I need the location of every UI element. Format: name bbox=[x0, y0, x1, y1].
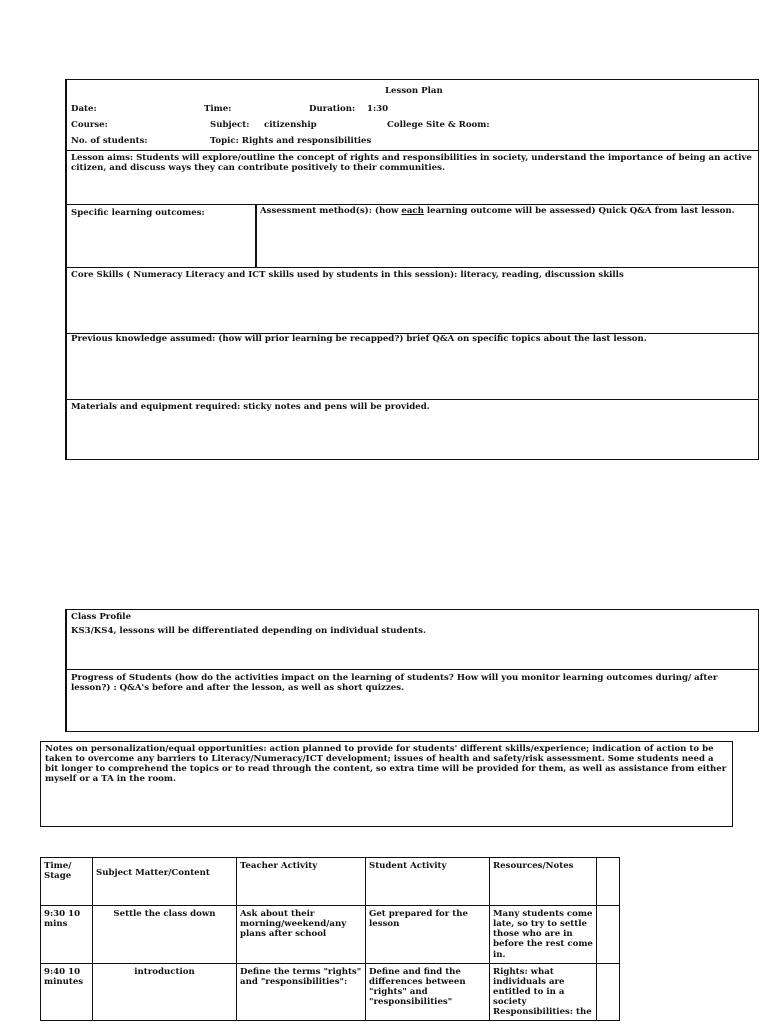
core-skills: Core Skills ( Numeracy Literacy and ICT skills used by students in this session): literacy, reading, discussion skills bbox=[71, 270, 624, 280]
notes-text: Notes on personalization/equal opportunities: action planned to provide for students' different skills/experience; indication of action to be taken to overcome any barriers to Literacy/Numeracy/ICT development; issues of health and safety/risk assessment. Some students need a bit longer to comprehend the topics or to read through the content, so extra time will be provided for them, as well as assistance from either myself or a TA in the room. bbox=[45, 744, 727, 785]
course-label: Course: bbox=[71, 120, 108, 130]
duration-value: 1:30 bbox=[367, 104, 389, 114]
row1-teacher: Ask about their morning/weekend/any plans after school bbox=[237, 906, 366, 964]
row1-extra bbox=[597, 906, 620, 964]
header-extra bbox=[597, 858, 620, 906]
subject-value: citizenship bbox=[264, 120, 317, 130]
row2-extra bbox=[597, 963, 620, 1021]
class-profile-box bbox=[65, 609, 759, 732]
row1-resources: Many students come late, so try to settle those who are in before the rest come in. bbox=[490, 906, 597, 964]
topic-text: Topic: Rights and responsibilities bbox=[210, 136, 372, 146]
assessment-post: learning outcome will be assessed) Quick Q&A from last lesson. bbox=[423, 206, 735, 216]
schedule-table bbox=[40, 857, 620, 1021]
header-teacher-activity: Teacher Activity bbox=[237, 858, 366, 906]
row2-resources: Rights: what individuals are entitled to in a society Responsibilities: the bbox=[490, 963, 597, 1021]
lesson-aims: Lesson aims: Students will explore/outline the concept of rights and responsibilities in society, understand the importance of being an active citizen, and discuss ways they can contribute positively to their communities. bbox=[71, 153, 752, 174]
row2-subject: introduction bbox=[93, 963, 237, 1021]
table-row bbox=[41, 963, 620, 1021]
row2-student: Define and find the differences between "rights" and "responsibilities" bbox=[366, 963, 490, 1021]
row1-subject: Settle the class down bbox=[93, 906, 237, 964]
notes-box bbox=[40, 741, 733, 827]
assessment-pre: Assessment method(s): (how bbox=[260, 206, 402, 216]
assessment-method bbox=[260, 206, 754, 216]
students-label: No. of students: bbox=[71, 136, 148, 146]
time-label: Time: bbox=[204, 104, 232, 114]
subject-label: Subject: bbox=[210, 120, 250, 130]
college-label: College Site & Room: bbox=[387, 120, 490, 130]
row1-time: 9:30 10 mins bbox=[41, 906, 93, 964]
date-label: Date: bbox=[71, 104, 97, 114]
class-profile-title: Class Profile bbox=[71, 612, 132, 622]
learning-outcomes-label: Specific learning outcomes: bbox=[71, 208, 205, 218]
progress-of-students: Progress of Students (how do the activities impact on the learning of students? How will you monitor learning outcomes during/ after lesson?) : Q&A's before and after the lesson, as well as short quizzes. bbox=[71, 673, 718, 694]
row2-time: 9:40 10 minutes bbox=[41, 963, 93, 1021]
materials: Materials and equipment required: sticky notes and pens will be provided. bbox=[71, 402, 430, 412]
header-resources-notes: Resources/Notes bbox=[490, 858, 597, 906]
table-header-row bbox=[41, 858, 620, 906]
header-subject-matter: Subject Matter/Content bbox=[93, 858, 237, 906]
assessment-underlined: each bbox=[401, 206, 424, 216]
lesson-plan-title: Lesson Plan bbox=[385, 86, 443, 96]
row2-teacher: Define the terms "rights" and "responsibilities": bbox=[237, 963, 366, 1021]
header-time-stage: Time/ Stage bbox=[41, 858, 93, 906]
duration-label: Duration: bbox=[309, 104, 356, 114]
class-profile-text: KS3/KS4, lessons will be differentiated depending on individual students. bbox=[71, 626, 426, 636]
lesson-plan-box bbox=[65, 79, 759, 460]
previous-knowledge: Previous knowledge assumed: (how will prior learning be recapped?) brief Q&A on specific topics about the last lesson. bbox=[71, 334, 647, 344]
header-student-activity: Student Activity bbox=[366, 858, 490, 906]
table-row bbox=[41, 906, 620, 964]
row1-student: Get prepared for the lesson bbox=[366, 906, 490, 964]
